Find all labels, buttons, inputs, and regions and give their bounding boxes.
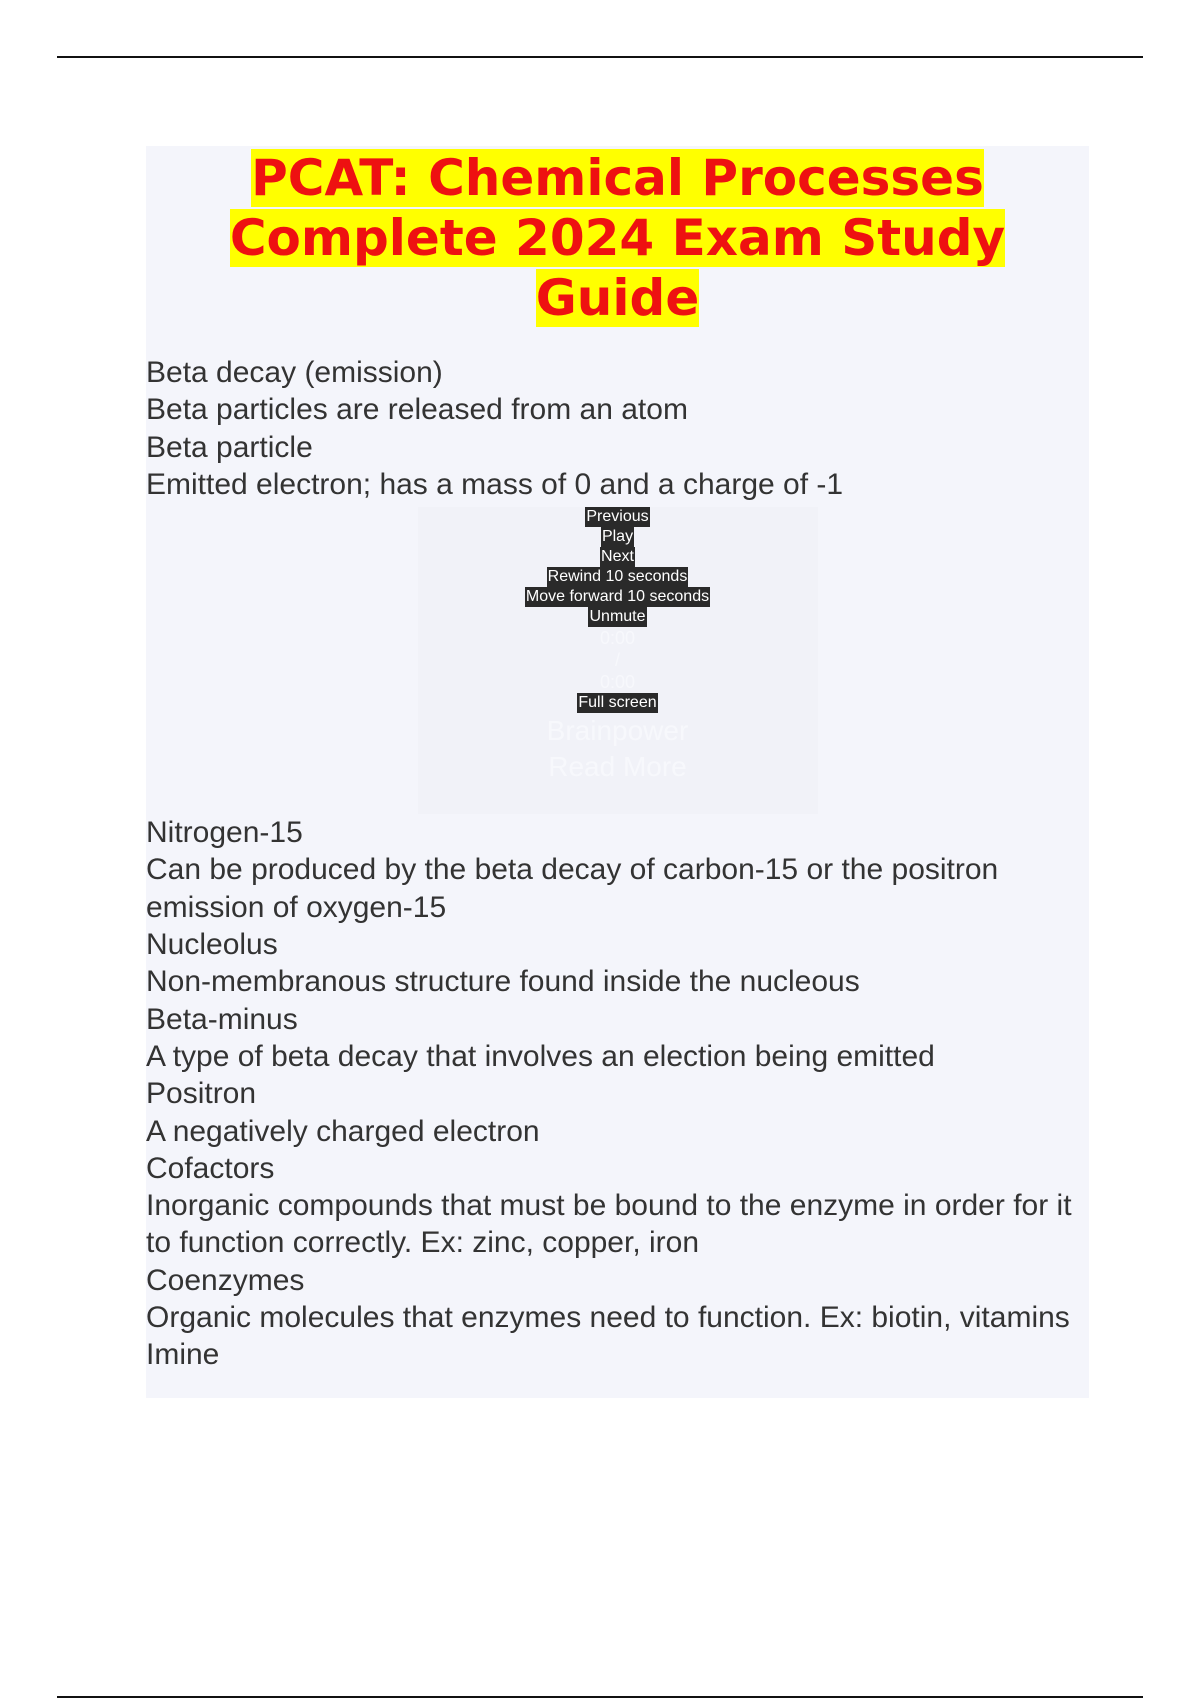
play-button[interactable]: Play bbox=[601, 528, 634, 546]
term-heading: Cofactors bbox=[146, 1151, 275, 1185]
term-definition: A negatively charged electron bbox=[146, 1114, 540, 1148]
ad-brand: Brainpower bbox=[546, 715, 689, 747]
term-definition: Emitted electron; has a mass of 0 and a charge of -1 bbox=[146, 467, 844, 501]
term-definition: Inorganic compounds that must be bound to the enzyme in order for it to function correctly. Ex: zinc, copper, iron bbox=[146, 1189, 1072, 1260]
video-player[interactable] bbox=[418, 507, 818, 814]
previous-button[interactable]: Previous bbox=[586, 508, 649, 526]
document-content bbox=[146, 146, 1089, 1398]
fullscreen-button[interactable]: Full screen bbox=[578, 694, 657, 712]
title-line: Guide bbox=[535, 269, 700, 327]
terms-list-top bbox=[146, 354, 1089, 503]
term-heading: Nucleolus bbox=[146, 928, 278, 962]
forward-button[interactable]: Move forward 10 seconds bbox=[525, 588, 710, 606]
rewind-button[interactable]: Rewind 10 seconds bbox=[547, 568, 688, 586]
title-line: PCAT: Chemical Processes bbox=[251, 149, 984, 207]
top-rule bbox=[57, 56, 1143, 58]
term-heading: Beta decay (emission) bbox=[146, 356, 443, 389]
page-title bbox=[146, 146, 1089, 328]
terms-list-bottom bbox=[146, 814, 1089, 1373]
current-time: 0:00 bbox=[599, 628, 636, 649]
term-definition: Organic molecules that enzymes need to function. Ex: biotin, vitamins bbox=[146, 1301, 1070, 1335]
duration: 0:00 bbox=[599, 672, 636, 693]
term-definition: Non-membranous structure found inside the nucleous bbox=[146, 965, 860, 999]
term-heading: Coenzymes bbox=[146, 1263, 305, 1297]
title-line: Complete 2024 Exam Study bbox=[229, 209, 1006, 267]
term-heading: Positron bbox=[146, 1077, 257, 1111]
term-heading: Nitrogen-15 bbox=[146, 816, 303, 850]
time-separator: / bbox=[614, 650, 620, 671]
term-heading: Beta particle bbox=[146, 430, 313, 464]
term-definition: A type of beta decay that involves an election being emitted bbox=[146, 1039, 935, 1073]
term-heading: Imine bbox=[146, 1338, 220, 1372]
next-button[interactable]: Next bbox=[601, 548, 634, 566]
term-heading: Beta-minus bbox=[146, 1002, 298, 1036]
read-more-link[interactable]: Read More bbox=[548, 751, 687, 783]
term-definition: Can be produced by the beta decay of carbon-15 or the positron emission of oxygen-15 bbox=[146, 853, 999, 924]
unmute-button[interactable]: Unmute bbox=[589, 608, 646, 626]
bottom-rule bbox=[57, 1696, 1143, 1698]
term-definition: Beta particles are released from an atom bbox=[146, 393, 688, 427]
